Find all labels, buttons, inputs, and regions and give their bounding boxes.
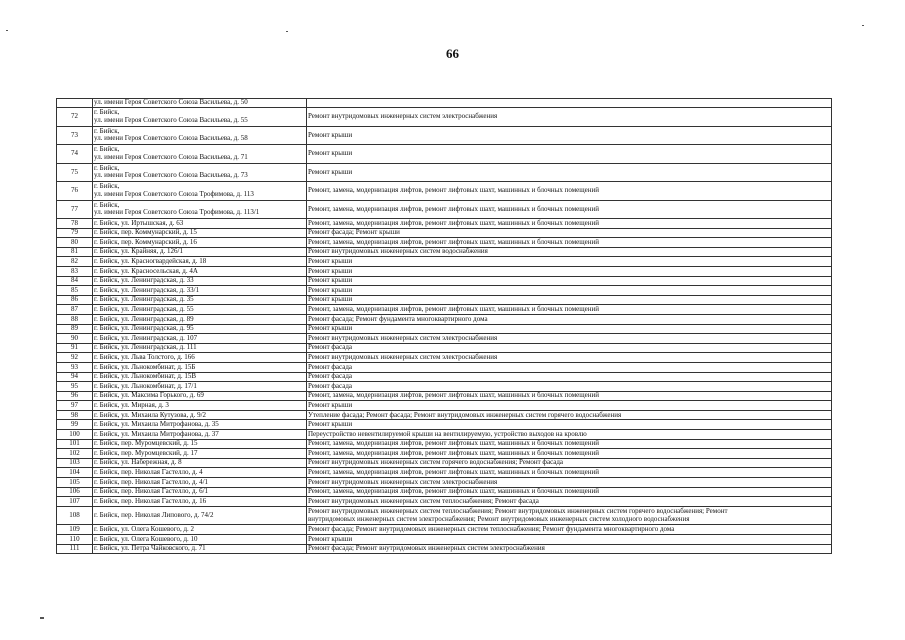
row-work [307, 200, 832, 219]
row-work [307, 257, 832, 267]
row-work [307, 430, 832, 440]
address-line: г. Бийск, пер. Муромцевский, д. 15 [94, 439, 198, 448]
row-address [93, 372, 307, 382]
row-work [307, 544, 832, 554]
row-number: 103 [57, 458, 93, 468]
row-work [307, 238, 832, 248]
address-line: г. Бийск, ул. Красносельская, д. 4А [94, 266, 198, 275]
row-address [93, 458, 307, 468]
address-line: г. Бийск, пер. Коммунарский, д. 15 [94, 228, 197, 237]
table-body [57, 99, 832, 554]
table-row [57, 182, 832, 201]
row-work [307, 219, 832, 229]
address-line: г. Бийск, пер. Николая Гастелло, д. 4 [94, 468, 203, 477]
table-row [57, 439, 832, 449]
address-line: г. Бийск, пер. Николая Гастелло, д. 4/1 [94, 477, 209, 486]
row-work [307, 266, 832, 276]
row-number: 104 [57, 468, 93, 478]
row-number: 92 [57, 353, 93, 363]
address-line: ул. имени Героя Советского Союза Васильева, д. 58 [94, 134, 248, 143]
address-line: г. Бийск, [94, 108, 120, 117]
row-work [307, 276, 832, 286]
work-line: Ремонт фасада [308, 381, 353, 390]
work-line: Ремонт крыши [308, 257, 353, 265]
row-address [93, 401, 307, 411]
row-work [307, 145, 832, 164]
table-row [57, 353, 832, 363]
work-line: внутридомовых инженерных систем электроснабжения; Ремонт внутридомовых инженерных систем холодного водоснабжения [308, 514, 690, 523]
row-address [93, 276, 307, 286]
work-line: Ремонт фасада [308, 343, 353, 352]
row-work [307, 324, 832, 334]
row-number: 106 [57, 487, 93, 497]
address-line: г. Бийск, ул. Льнокомбинат, д. 15В [94, 372, 197, 381]
row-work [307, 372, 832, 382]
work-line: Ремонт внутридомовых инженерных систем электроснабжения [308, 112, 498, 121]
row-address [93, 468, 307, 478]
row-address [93, 219, 307, 229]
row-work [307, 286, 832, 296]
address-line: г. Бийск, [94, 145, 120, 154]
row-work [307, 228, 832, 238]
table-row [57, 372, 832, 382]
row-number: 88 [57, 314, 93, 324]
row-number: 97 [57, 401, 93, 411]
address-line: ул. имени Героя Советского Союза Трофимова, д. 113/1 [94, 208, 260, 217]
row-work [307, 314, 832, 324]
address-line: г. Бийск, ул. Ленинградская, д. 33/1 [94, 285, 200, 294]
row-number: 78 [57, 219, 93, 229]
row-number: 79 [57, 228, 93, 238]
work-line: Ремонт крыши [308, 295, 353, 304]
row-address [93, 449, 307, 459]
row-work [307, 182, 832, 201]
repair-table [56, 98, 832, 554]
row-address [93, 334, 307, 344]
address-line: г. Бийск, ул. Ленинградская, д. 89 [94, 314, 194, 323]
row-number: 85 [57, 286, 93, 296]
table-row [57, 228, 832, 238]
table-row [57, 506, 832, 525]
scan-speck [286, 31, 288, 32]
row-work [307, 305, 832, 315]
table-row [57, 247, 832, 257]
address-line: г. Бийск, ул. Петра Чайковского, д. 71 [94, 544, 206, 553]
row-address [93, 228, 307, 238]
row-number: 87 [57, 305, 93, 315]
row-address [93, 286, 307, 296]
row-number: 102 [57, 449, 93, 459]
row-work [307, 391, 832, 401]
row-work [307, 343, 832, 353]
work-line: Ремонт фасада; Ремонт крыши [308, 228, 400, 237]
address-line: г. Бийск, пер. Николая Гастелло, д. 16 [94, 496, 207, 505]
table-row [57, 525, 832, 535]
table-row [57, 544, 832, 554]
work-line: Ремонт крыши [308, 324, 353, 333]
table-row [57, 410, 832, 420]
address-line: г. Бийск, ул. Мирная, д. 3 [94, 400, 169, 409]
row-address [93, 497, 307, 507]
table-row [57, 163, 832, 182]
row-work [307, 362, 832, 372]
row-number: 76 [57, 182, 93, 201]
address-line: ул. имени Героя Советского Союза Васильева, д. 55 [94, 115, 248, 124]
address-line: г. Бийск, ул. Льнокомбинат, д. 17/1 [94, 381, 197, 390]
address-line: г. Бийск, ул. Олега Кошевого, д. 10 [94, 534, 198, 543]
address-line: г. Бийск, ул. Максима Горького, д. 69 [94, 391, 204, 400]
address-line: г. Бийск, ул. Набережная, д. 8 [94, 458, 182, 467]
table-row [57, 266, 832, 276]
work-line: Ремонт крыши [308, 130, 353, 139]
row-number: 96 [57, 391, 93, 401]
table-row [57, 497, 832, 507]
row-number: 91 [57, 343, 93, 353]
row-work [307, 420, 832, 430]
row-number: 100 [57, 430, 93, 440]
table-row [57, 334, 832, 344]
row-address [93, 305, 307, 315]
row-number: 95 [57, 382, 93, 392]
row-number: 80 [57, 238, 93, 248]
work-line: Ремонт внутридомовых инженерных систем электроснабжения [308, 352, 498, 361]
row-address [93, 145, 307, 164]
address-line: г. Бийск, [94, 163, 120, 172]
work-line: Ремонт крыши [308, 400, 353, 409]
row-number: 81 [57, 247, 93, 257]
row-number: 94 [57, 372, 93, 382]
work-line: Ремонт внутридомовых инженерных систем электроснабжения [308, 477, 498, 486]
work-line: Ремонт крыши [308, 149, 353, 158]
table-row [57, 382, 832, 392]
table-row [57, 126, 832, 145]
row-work [307, 382, 832, 392]
table-row [57, 295, 832, 305]
work-line: Ремонт крыши [308, 285, 353, 294]
row-address [93, 238, 307, 248]
row-address [93, 544, 307, 554]
row-number: 109 [57, 525, 93, 535]
row-work [307, 497, 832, 507]
row-address [93, 353, 307, 363]
table-row [57, 458, 832, 468]
row-work [307, 439, 832, 449]
row-work [307, 458, 832, 468]
row-address [93, 163, 307, 182]
table-row [57, 238, 832, 248]
work-line: Ремонт внутридомовых инженерных систем горячего водоснабжения; Ремонт фасада [308, 458, 564, 467]
table-row [57, 343, 832, 353]
work-line: Ремонт внутридомовых инженерных систем водоснабжения [308, 247, 488, 256]
row-work [307, 478, 832, 488]
address-line: г. Бийск, ул. Ленинградская, д. 35 [94, 295, 194, 304]
row-number: 86 [57, 295, 93, 305]
address-line: г. Бийск, ул. Льва Толстого, д. 166 [94, 352, 195, 361]
scan-speck [40, 617, 44, 619]
address-line: г. Бийск, ул. Красногвардейская, д. 18 [94, 257, 207, 265]
work-line: Ремонт, замена, модернизация лифтов, ремонт лифтовых шахт, машинных и блочных помещений [308, 304, 599, 313]
table-row [57, 219, 832, 229]
row-number: 93 [57, 362, 93, 372]
work-line: Ремонт фасада [308, 362, 353, 371]
row-address [93, 343, 307, 353]
row-work [307, 525, 832, 535]
work-line: Ремонт, замена, модернизация лифтов, ремонт лифтовых шахт, машинных и блочных помещений [308, 448, 599, 457]
work-line: Ремонт, замена, модернизация лифтов, ремонт лифтовых шахт, машинных и блочных помещений [308, 186, 599, 195]
work-line: Ремонт, замена, модернизация лифтов, ремонт лифтовых шахт, машинных и блочных помещений [308, 391, 599, 400]
table-row-continuation [57, 99, 832, 108]
address-line: г. Бийск, пер. Николая Гастелло, д. 6/1 [94, 487, 209, 496]
row-address [93, 439, 307, 449]
address-line: г. Бийск, ул. Михаила Митрофанова, д. 35 [94, 420, 219, 429]
address-line: ул. имени Героя Советского Союза Трофимова, д. 113 [94, 189, 254, 198]
row-number: 105 [57, 478, 93, 488]
row-address [93, 410, 307, 420]
address-line: г. Бийск, ул. Олега Кошевого, д. 2 [94, 524, 195, 533]
address-line: г. Бийск, ул. Михаила Митрофанова, д. 37 [94, 429, 219, 438]
row-work [307, 163, 832, 182]
row-number: 84 [57, 276, 93, 286]
work-line: Ремонт внутридомовых инженерных систем электроснабжения [308, 333, 498, 342]
work-line: Утепление фасада; Ремонт фасада; Ремонт внутридомовых инженерных систем горячего водоснабжения [308, 410, 622, 419]
row-address [93, 534, 307, 544]
address-line: г. Бийск, ул. Ленинградская, д. 33 [94, 276, 194, 285]
row-address [93, 525, 307, 535]
row-work [307, 108, 832, 127]
row-work [307, 410, 832, 420]
row-address [93, 420, 307, 430]
row-work [307, 449, 832, 459]
row-number: 107 [57, 497, 93, 507]
work-line: Ремонт крыши [308, 420, 353, 429]
row-work [307, 334, 832, 344]
row-work [307, 468, 832, 478]
row-number: 89 [57, 324, 93, 334]
work-line: Ремонт, замена, модернизация лифтов, ремонт лифтовых шахт, машинных и блочных помещений [308, 237, 599, 246]
work-line: Ремонт фасада; Ремонт фундамента многоквартирного дома [308, 314, 488, 323]
address-line: г. Бийск, ул. Ленинградская, д. 111 [94, 343, 197, 352]
work-line: Ремонт, замена, модернизация лифтов, ремонт лифтовых шахт, машинных и блочных помещений [308, 439, 599, 448]
table-row [57, 305, 832, 315]
work-line: Ремонт, замена, модернизация лифтов, ремонт лифтовых шахт, машинных и блочных помещений [308, 204, 599, 213]
table-row [57, 391, 832, 401]
table-row [57, 200, 832, 219]
table-row [57, 145, 832, 164]
table-row [57, 276, 832, 286]
row-address [93, 247, 307, 257]
row-address [93, 108, 307, 127]
work-line: Ремонт, замена, модернизация лифтов, ремонт лифтовых шахт, машинных и блочных помещений [308, 468, 599, 477]
table-row [57, 430, 832, 440]
row-work [307, 353, 832, 363]
row-number: 73 [57, 126, 93, 145]
table-row [57, 487, 832, 497]
row-number: 74 [57, 145, 93, 164]
address-line: г. Бийск, пер. Коммунарский, д. 16 [94, 237, 197, 246]
row-address: ул. имени Героя Советского Союза Васильева, д. 50 [93, 99, 307, 108]
address-line: г. Бийск, пер. Муромцевский, д. 17 [94, 448, 198, 457]
table-row [57, 314, 832, 324]
row-number: 83 [57, 266, 93, 276]
address-line: г. Бийск, ул. Крайняя, д. 126/1 [94, 247, 184, 256]
address-line: г. Бийск, ул. Ленинградская, д. 55 [94, 304, 194, 313]
row-number [57, 99, 93, 108]
row-number: 77 [57, 200, 93, 219]
row-address [93, 487, 307, 497]
scan-speck [862, 25, 864, 26]
row-address [93, 314, 307, 324]
row-address [93, 266, 307, 276]
row-address [93, 506, 307, 525]
address-line: г. Бийск, [94, 182, 120, 191]
address-line: г. Бийск, ул. Иртышская, д. 63 [94, 218, 184, 227]
address-line: г. Бийск, ул. Ленинградская, д. 107 [94, 333, 198, 342]
row-address [93, 126, 307, 145]
work-line: Ремонт фасада; Ремонт внутридомовых инженерных систем электроснабжения [308, 544, 545, 553]
address-line: г. Бийск, ул. Ленинградская, д. 95 [94, 324, 194, 333]
address-line: ул. имени Героя Советского Союза Васильева, д. 71 [94, 152, 248, 161]
address-line: ул. имени Героя Советского Союза Васильева, д. 73 [94, 171, 248, 180]
row-address [93, 391, 307, 401]
row-number: 101 [57, 439, 93, 449]
row-work [307, 99, 832, 108]
row-number: 98 [57, 410, 93, 420]
table-row [57, 478, 832, 488]
row-number: 72 [57, 108, 93, 127]
table-row [57, 449, 832, 459]
scan-speck [6, 30, 8, 31]
row-number: 111 [57, 544, 93, 554]
row-number: 90 [57, 334, 93, 344]
work-line: Ремонт крыши [308, 534, 353, 543]
table-row [57, 257, 832, 267]
row-address [93, 200, 307, 219]
row-number: 110 [57, 534, 93, 544]
table-row [57, 420, 832, 430]
row-work [307, 295, 832, 305]
work-line: Ремонт внутридомовых инженерных систем теплоснабжения; Ремонт внутридомовых инженерных систем горячего водоснабжения; Ремонт [308, 507, 728, 516]
address-line: г. Бийск, [94, 126, 120, 135]
row-work [307, 534, 832, 544]
table-row [57, 534, 832, 544]
row-address [93, 182, 307, 201]
row-address [93, 324, 307, 334]
row-address [93, 430, 307, 440]
work-line: Ремонт, замена, модернизация лифтов, ремонт лифтовых шахт, машинных и блочных помещений [308, 487, 599, 496]
address-line: г. Бийск, пер. Николая Липового, д. 74/2 [94, 510, 214, 519]
table-row [57, 324, 832, 334]
table-row [57, 286, 832, 296]
address-line: г. Бийск, [94, 200, 120, 209]
row-work [307, 401, 832, 411]
row-number: 99 [57, 420, 93, 430]
work-line: Ремонт, замена, модернизация лифтов, ремонт лифтовых шахт, машинных и блочных помещений [308, 218, 599, 227]
row-work [307, 126, 832, 145]
row-work [307, 506, 832, 525]
page-number: 66 [446, 46, 459, 61]
row-address [93, 362, 307, 372]
row-number: 75 [57, 163, 93, 182]
table-row [57, 362, 832, 372]
work-line: Переустройство невентилируемой крыши на вентилируемую, устройство выходов на кровлю [308, 429, 587, 438]
row-address [93, 257, 307, 267]
row-work [307, 247, 832, 257]
work-line: Ремонт фасада [308, 372, 353, 381]
row-address [93, 295, 307, 305]
work-line: Ремонт крыши [308, 167, 353, 176]
table-row [57, 108, 832, 127]
row-number: 108 [57, 506, 93, 525]
row-address [93, 382, 307, 392]
work-line: Ремонт крыши [308, 276, 353, 285]
row-work [307, 487, 832, 497]
table-row [57, 468, 832, 478]
work-line: Ремонт фасада; Ремонт внутридомовых инженерных систем теплоснабжения; Ремонт фундамента многоквартирного дома [308, 524, 675, 533]
address-line: г. Бийск, ул. Михаила Кутузова, д. 9/2 [94, 410, 207, 419]
row-address [93, 478, 307, 488]
row-number: 82 [57, 257, 93, 267]
address-line: г. Бийск, ул. Льнокомбинат, д. 15Б [94, 362, 196, 371]
work-line: Ремонт крыши [308, 266, 353, 275]
work-line: Ремонт внутридомовых инженерных систем теплоснабжения; Ремонт фасада [308, 496, 539, 505]
table-row [57, 401, 832, 411]
